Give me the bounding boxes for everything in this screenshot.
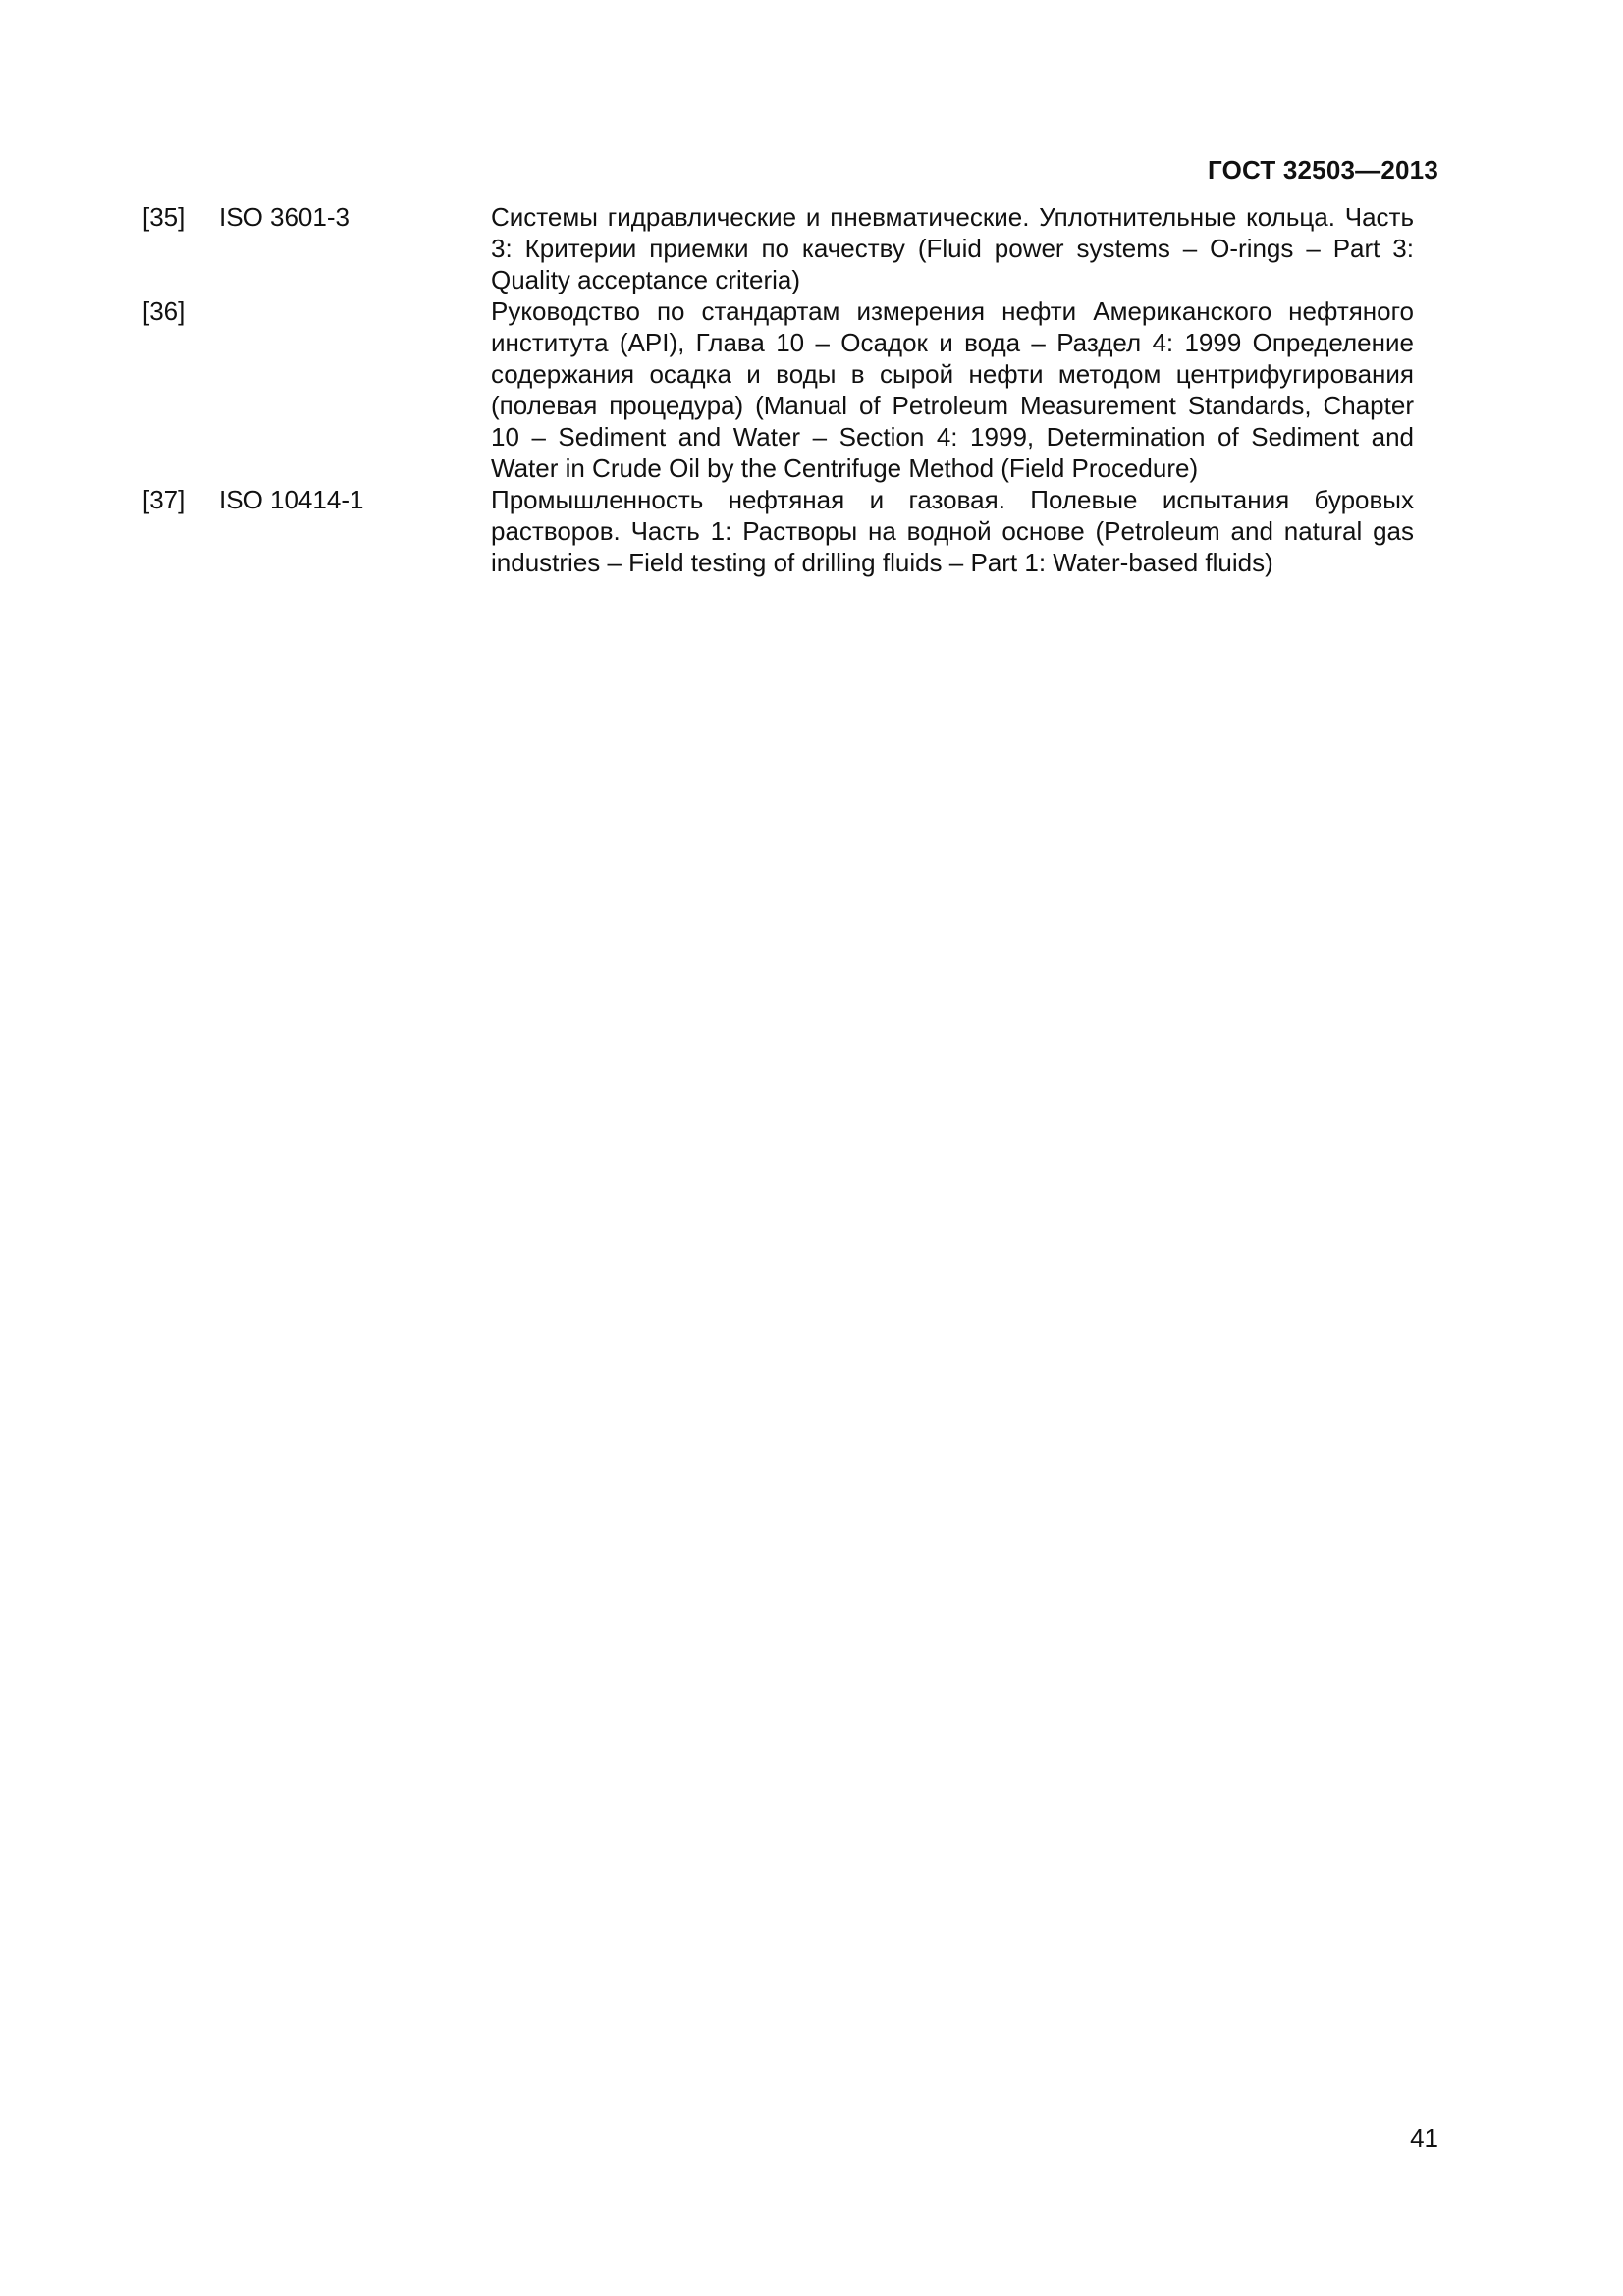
reference-text: Системы гидравлические и пневматические. Уплотнительные кольца. Часть 3: Критерии приемки по качеству (Fluid power systems – O-rings – Part 3: Quality acceptance criteria) [491,202,1414,294]
reference-entry-35 [142,201,1414,295]
reference-code: ISO 10414-1 [219,485,364,514]
reference-entry-37 [142,484,1414,578]
reference-code: ISO 3601-3 [219,202,350,232]
reference-list [142,201,1414,578]
page-number: 41 [1410,2123,1438,2153]
reference-number: [35] [142,202,186,232]
reference-text: Промышленность нефтяная и газовая. Полевые испытания буровых растворов. Часть 1: Растворы на водной основе (Petroleum and natural gas industries – Field testing of drilling fluids – Part 1: Water-based fluids) [491,485,1414,577]
reference-entry-36 [142,295,1414,484]
standard-header: ГОСТ 32503—2013 [1208,155,1438,185]
reference-number: [36] [142,296,186,326]
reference-number: [37] [142,485,186,514]
reference-text: Руководство по стандартам измерения нефти Американского нефтяного института (API), Глава 10 – Осадок и вода – Раздел 4: 1999 Определение содержания осадка и воды в сырой нефти методом центрифугирования (полевая процедура) (Manual of Petroleum Measurement Standards, Chapter 10 – Sediment and Water – Section 4: 1999, Determination of Sediment and Water in Crude Oil by the Centrifuge Method (Field Procedure) [491,296,1414,483]
